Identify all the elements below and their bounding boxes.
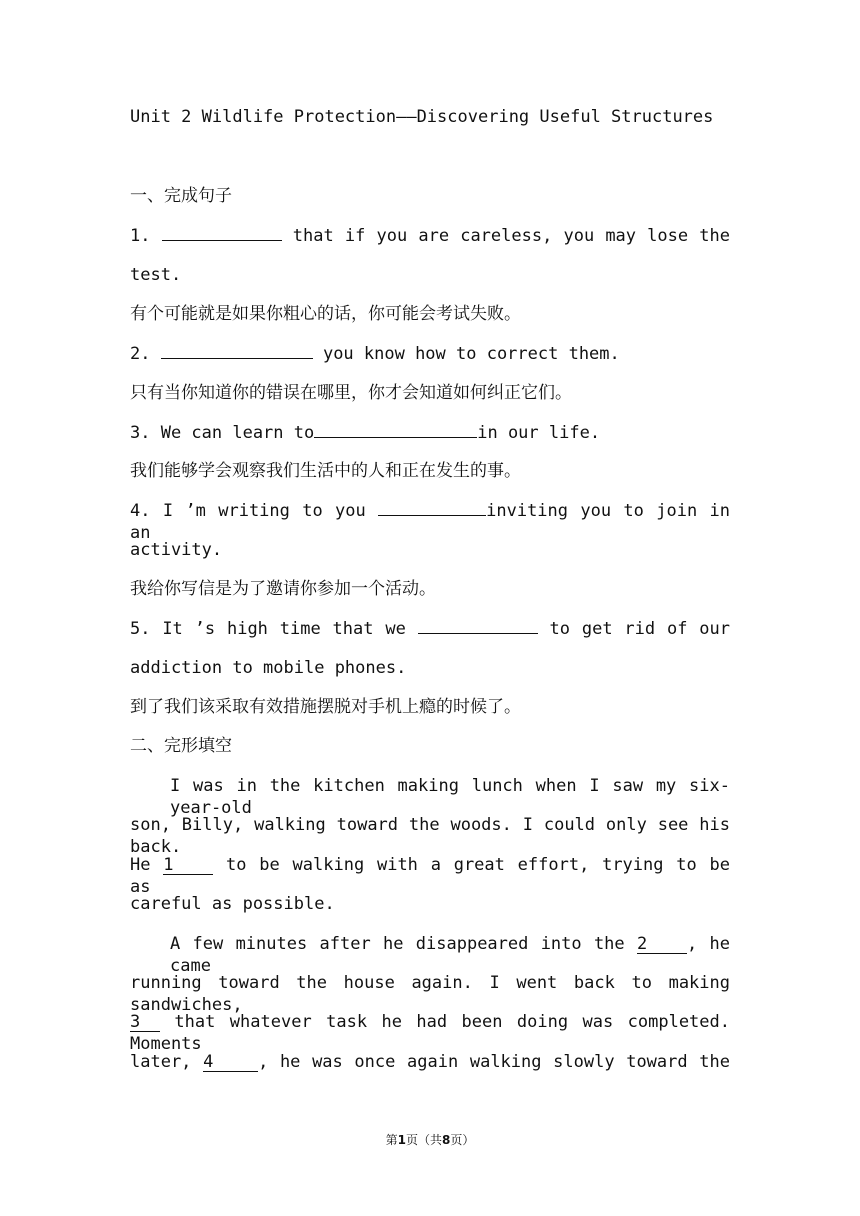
passage-text: A few minutes after he disappeared into the [170, 934, 637, 954]
question-2-number: 2. [130, 344, 161, 364]
passage-line [130, 1051, 730, 1073]
question-3-text-end: in our life. [477, 423, 601, 443]
question-1-continuation: test. [130, 265, 182, 285]
question-2-blank[interactable] [161, 343, 313, 359]
question-5-chinese: 到了我们该采取有效措施摆脱对手机上瘾的时候了。 [130, 697, 521, 717]
question-3-text-start: 3. We can learn to [130, 423, 315, 443]
question-4-chinese: 我给你写信是为了邀请你参加一个活动。 [130, 579, 436, 599]
section-heading-sentences: 一、完成句子 [130, 186, 232, 206]
question-4 [130, 500, 730, 544]
footer-text: 第 [385, 1133, 398, 1147]
passage-line [130, 854, 730, 898]
question-2-chinese: 只有当你知道你的错误在哪里，你才会知道如何纠正它们。 [130, 383, 572, 403]
passage-line: running toward the house again. I went back to making sandwiches, [130, 973, 730, 1015]
passage-line: careful as possible. [130, 894, 335, 914]
passage-text: that whatever task he had been doing was completed. Moments [130, 1012, 730, 1054]
cloze-blank-4[interactable]: 4 [203, 1053, 258, 1072]
question-1 [130, 225, 730, 247]
question-3 [130, 422, 730, 444]
cloze-blank-3[interactable]: 3 [130, 1013, 160, 1032]
page-total: 8 [442, 1133, 451, 1147]
question-1-number: 1. [130, 226, 162, 246]
question-5-continuation: addiction to mobile phones. [130, 658, 407, 678]
question-4-text-start: 4. I ’m writing to you [130, 501, 379, 521]
passage-text: , he came [170, 934, 730, 976]
question-5-blank[interactable] [418, 618, 538, 634]
passage-text: , he was once again walking slowly toward the [258, 1052, 730, 1072]
passage-text: He [130, 855, 164, 875]
section-heading-cloze: 二、完形填空 [130, 736, 232, 756]
question-2 [130, 343, 730, 365]
question-4-text-end: inviting you to join in an [130, 501, 731, 543]
question-2-text: you know how to correct them. [312, 344, 620, 364]
question-3-blank[interactable] [314, 422, 477, 438]
passage-text: to be walking with a great effort, trying to be as [130, 855, 730, 897]
question-1-chinese: 有个可能就是如果你粗心的话，你可能会考试失败。 [130, 304, 521, 324]
document-title: Unit 2 Wildlife Protection——Discovering Useful Structures [130, 107, 714, 127]
question-4-blank[interactable] [378, 500, 486, 516]
cloze-blank-1[interactable]: 1 [163, 856, 213, 875]
question-5-text-end: to get rid of our [537, 619, 730, 639]
question-5-text-start: 5. It ’s high time that we [130, 619, 418, 639]
passage-line: I was in the kitchen making lunch when I saw my six-year-old [170, 776, 730, 818]
question-5 [130, 618, 730, 640]
passage-line [130, 1011, 730, 1055]
question-1-text: that if you are careless, you may lose the [281, 226, 730, 246]
question-3-chinese: 我们能够学会观察我们生活中的人和正在发生的事。 [130, 461, 521, 481]
footer-text: 页（共 [405, 1133, 442, 1147]
passage-text: later, [130, 1052, 204, 1072]
question-4-continuation: activity. [130, 540, 223, 560]
footer-text: 页） [450, 1133, 475, 1147]
passage-line [170, 933, 730, 977]
passage-line: son, Billy, walking toward the woods. I could only see his back. [130, 815, 730, 857]
page-number: 1 [397, 1133, 406, 1147]
question-1-blank[interactable] [162, 225, 282, 241]
page-footer [0, 1131, 860, 1148]
cloze-blank-2[interactable]: 2 [637, 935, 687, 954]
